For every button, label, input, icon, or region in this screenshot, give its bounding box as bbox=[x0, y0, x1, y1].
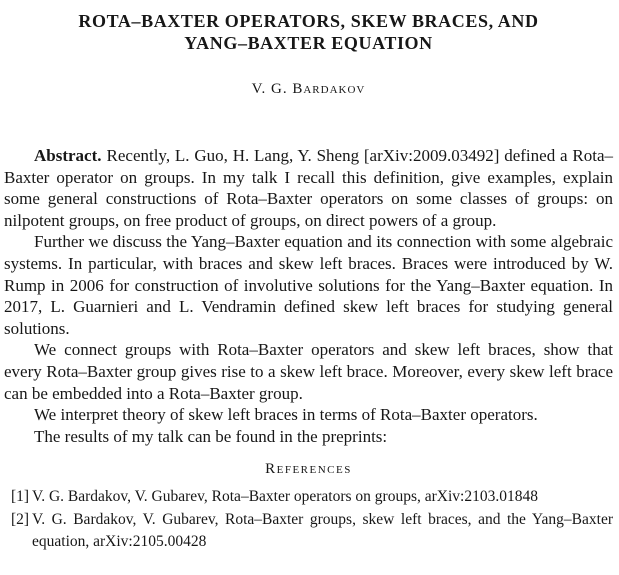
abstract-paragraph-1 bbox=[4, 145, 613, 231]
reference-2-label: [2] bbox=[11, 510, 30, 528]
reference-item-1 bbox=[11, 486, 613, 508]
abstract-section bbox=[4, 145, 613, 447]
abstract-paragraph-4: We interpret theory of skew left braces in terms of Rota–Baxter operators. bbox=[34, 405, 538, 425]
abstract-paragraph-1-text: Recently, L. Guo, H. Lang, Y. Sheng [arXiv:2009.03492] defined a Rota–Baxter operator on groups. In my talk I recall this definition, give examples, explain some general constructions of Rota–Baxter operators on some classes of groups: on nilpotent groups, on free product of groups, on direct powers of a group. bbox=[4, 146, 613, 230]
reference-item-2 bbox=[11, 509, 613, 554]
paper-title-line-1: ROTA–BAXTER OPERATORS, SKEW BRACES, AND bbox=[78, 11, 539, 31]
references-heading: References bbox=[265, 461, 352, 478]
abstract-paragraph-5: The results of my talk can be found in the preprints: bbox=[34, 426, 388, 446]
paper-title-line-2: YANG–BAXTER EQUATION bbox=[184, 33, 433, 53]
abstract-paragraph-2: Further we discuss the Yang–Baxter equation and its connection with some algebraic systems. In particular, with braces and skew left braces. Braces were introduced by W. Rump in 2006 for construction of involutive solutions for the Yang–Baxter equation. In 2017, L. Guarnieri and L. Vendramin defined skew left braces for studying general solutions. bbox=[4, 232, 613, 338]
paper-title bbox=[4, 10, 613, 54]
reference-1-text: V. G. Bardakov, V. Gubarev, Rota–Baxter operators on groups, arXiv:2103.01848 bbox=[32, 488, 538, 506]
references-list bbox=[4, 486, 613, 553]
author-name: V. G. Bardakov bbox=[251, 81, 366, 97]
reference-1-label: [1] bbox=[11, 488, 30, 506]
abstract-paragraph-3: We connect groups with Rota–Baxter operators and skew left braces, show that every Rota–Baxter group gives rise to a skew left brace. Moreover, every skew left brace can be embedded into a Rota–Baxter group. bbox=[4, 340, 613, 403]
reference-2-text: V. G. Bardakov, V. Gubarev, Rota–Baxter groups, skew left braces, and the Yang–Baxter equation, arXiv:2105.00428 bbox=[32, 510, 613, 551]
abstract-label: Abstract. bbox=[34, 146, 102, 165]
